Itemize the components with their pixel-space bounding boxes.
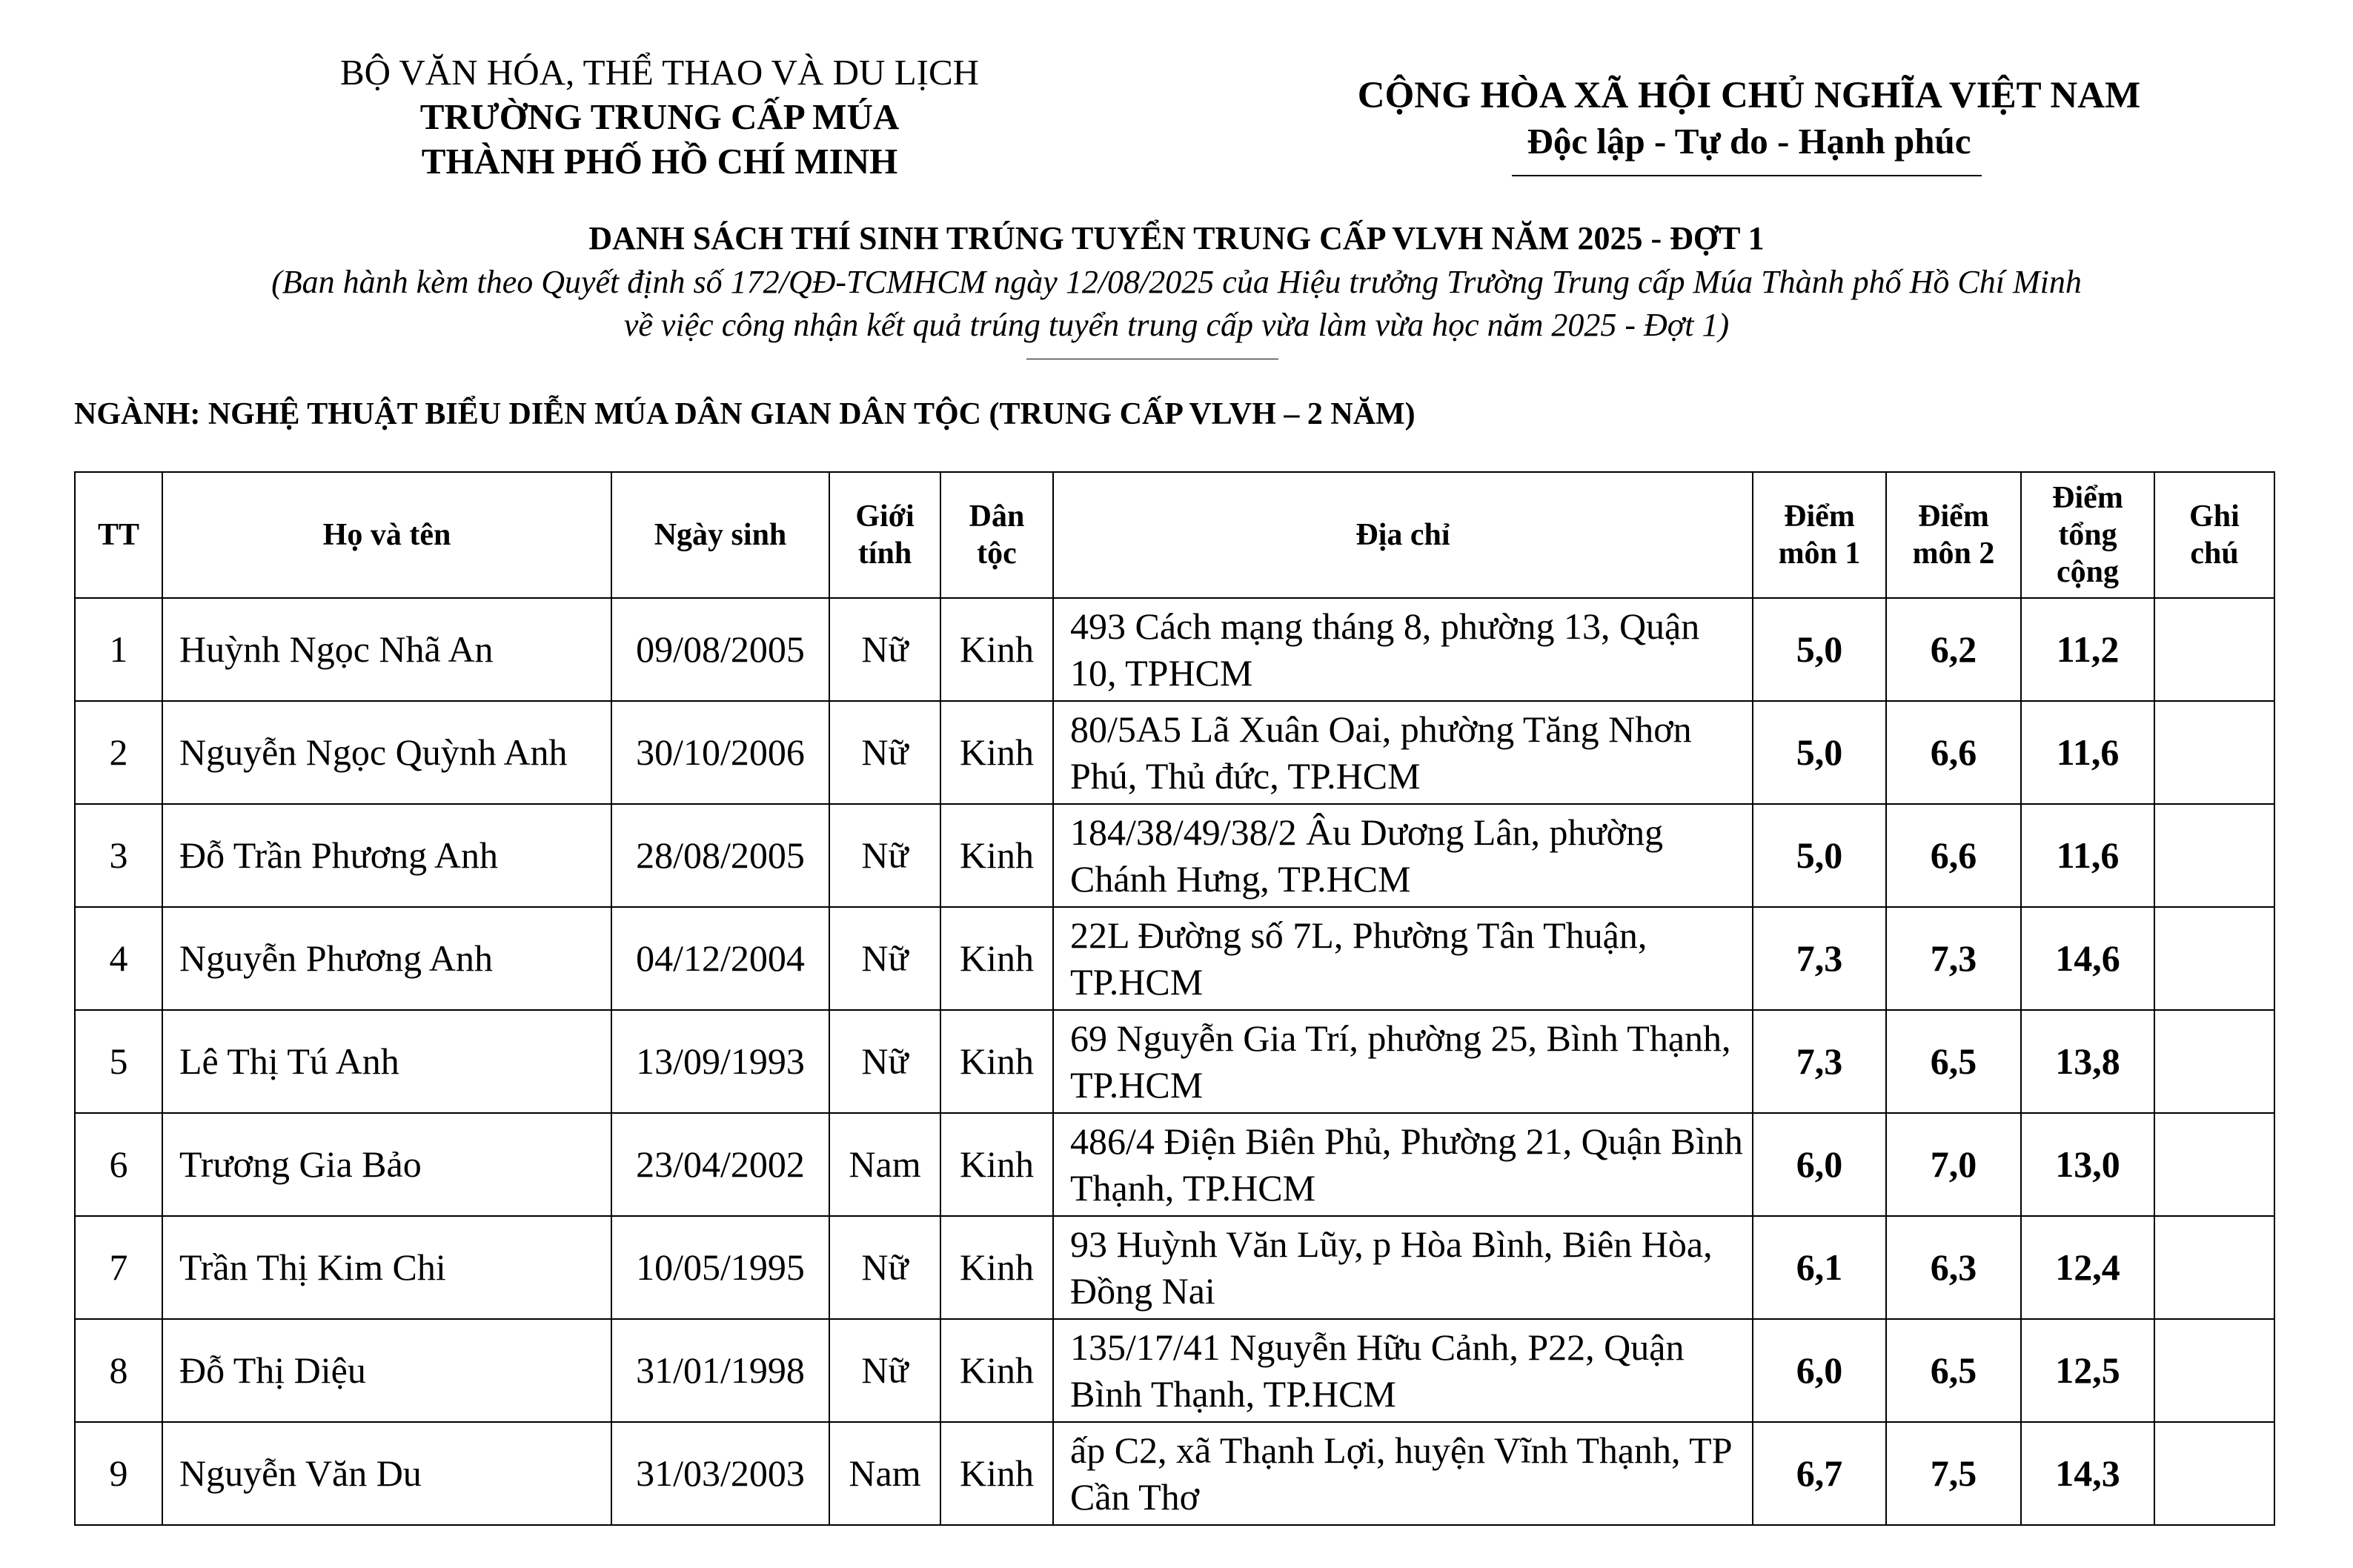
col-header-note xyxy=(2154,472,2274,598)
col-header-note-line: Ghi xyxy=(2189,499,2240,534)
col-header-dob: Ngày sinh xyxy=(611,472,829,598)
cell-score1: 5,0 xyxy=(1753,804,1886,907)
cell-name: Huỳnh Ngọc Nhã An xyxy=(162,598,611,701)
motto-underline xyxy=(1512,175,1982,176)
cell-gender: Nữ xyxy=(829,598,940,701)
cell-score1: 6,1 xyxy=(1753,1216,1886,1319)
cell-dob: 10/05/1995 xyxy=(611,1216,829,1319)
table-row xyxy=(75,1216,2274,1319)
ministry-name: BỘ VĂN HÓA, THỂ THAO VÀ DU LỊCH xyxy=(339,52,980,93)
cell-ethnicity: Kinh xyxy=(940,1010,1053,1113)
cell-total: 14,6 xyxy=(2021,907,2154,1010)
cell-score1: 6,7 xyxy=(1753,1422,1886,1525)
cell-total: 11,6 xyxy=(2021,701,2154,804)
col-header-note-line: chú xyxy=(2190,536,2239,571)
cell-total: 14,3 xyxy=(2021,1422,2154,1525)
col-header-score1-line: môn 1 xyxy=(1778,536,1861,571)
table-row xyxy=(75,1422,2274,1525)
cell-note xyxy=(2154,1113,2274,1216)
cell-score2: 6,6 xyxy=(1886,804,2021,907)
cell-note xyxy=(2154,598,2274,701)
cell-ethnicity: Kinh xyxy=(940,1319,1053,1422)
cell-gender: Nữ xyxy=(829,701,940,804)
cell-dob: 23/04/2002 xyxy=(611,1113,829,1216)
table-row xyxy=(75,804,2274,907)
cell-address: 93 Huỳnh Văn Lũy, p Hòa Bình, Biên Hòa, Đồng Nai xyxy=(1053,1216,1753,1319)
col-header-score2 xyxy=(1886,472,2021,598)
table-row xyxy=(75,598,2274,701)
cell-dob: 31/03/2003 xyxy=(611,1422,829,1525)
cell-gender: Nữ xyxy=(829,1010,940,1113)
cell-ethnicity: Kinh xyxy=(940,598,1053,701)
cell-note xyxy=(2154,1422,2274,1525)
col-header-total xyxy=(2021,472,2154,598)
col-header-gender-line: Giới xyxy=(855,499,915,534)
cell-note xyxy=(2154,701,2274,804)
cell-note xyxy=(2154,907,2274,1010)
cell-score1: 7,3 xyxy=(1753,1010,1886,1113)
cell-gender: Nữ xyxy=(829,804,940,907)
school-name-line2: THÀNH PHỐ HỒ CHÍ MINH xyxy=(421,141,898,182)
cell-dob: 31/01/1998 xyxy=(611,1319,829,1422)
cell-tt: 4 xyxy=(75,907,162,1010)
cell-ethnicity: Kinh xyxy=(940,907,1053,1010)
cell-dob: 04/12/2004 xyxy=(611,907,829,1010)
admission-table xyxy=(74,471,2275,1526)
cell-address: ấp C2, xã Thạnh Lợi, huyện Vĩnh Thạnh, TP Cần Thơ xyxy=(1053,1422,1753,1525)
cell-score2: 6,2 xyxy=(1886,598,2021,701)
cell-gender: Nữ xyxy=(829,1319,940,1422)
cell-address: 80/5A5 Lã Xuân Oai, phường Tăng Nhơn Phú, Thủ đức, TP.HCM xyxy=(1053,701,1753,804)
cell-score2: 7,0 xyxy=(1886,1113,2021,1216)
col-header-score1 xyxy=(1753,472,1886,598)
cell-dob: 09/08/2005 xyxy=(611,598,829,701)
cell-name: Nguyễn Phương Anh xyxy=(162,907,611,1010)
cell-name: Nguyễn Ngọc Quỳnh Anh xyxy=(162,701,611,804)
col-header-score1-line: Điểm xyxy=(1784,499,1855,534)
col-header-address: Địa chỉ xyxy=(1053,472,1753,598)
col-header-ethnicity-line: Dân xyxy=(969,499,1025,534)
table-row xyxy=(75,907,2274,1010)
cell-address: 184/38/49/38/2 Âu Dương Lân, phường Chánh Hưng, TP.HCM xyxy=(1053,804,1753,907)
cell-ethnicity: Kinh xyxy=(940,1216,1053,1319)
cell-score1: 5,0 xyxy=(1753,598,1886,701)
cell-total: 13,8 xyxy=(2021,1010,2154,1113)
cell-tt: 8 xyxy=(75,1319,162,1422)
cell-gender: Nam xyxy=(829,1422,940,1525)
table-row xyxy=(75,701,2274,804)
col-header-tt: TT xyxy=(75,472,162,598)
cell-dob: 13/09/1993 xyxy=(611,1010,829,1113)
col-header-total-line: Điểm xyxy=(2052,481,2123,515)
cell-name: Nguyễn Văn Du xyxy=(162,1422,611,1525)
issuing-agency-block xyxy=(189,50,1130,184)
cell-score2: 6,5 xyxy=(1886,1319,2021,1422)
cell-dob: 28/08/2005 xyxy=(611,804,829,907)
col-header-score2-line: Điểm xyxy=(1918,499,1989,534)
cell-address: 135/17/41 Nguyễn Hữu Cảnh, P22, Quận Bình Thạnh, TP.HCM xyxy=(1053,1319,1753,1422)
cell-name: Trương Gia Bảo xyxy=(162,1113,611,1216)
cell-total: 13,0 xyxy=(2021,1113,2154,1216)
col-header-gender xyxy=(829,472,940,598)
cell-tt: 2 xyxy=(75,701,162,804)
cell-tt: 1 xyxy=(75,598,162,701)
cell-score1: 7,3 xyxy=(1753,907,1886,1010)
cell-ethnicity: Kinh xyxy=(940,804,1053,907)
cell-gender: Nữ xyxy=(829,1216,940,1319)
national-motto: Độc lập - Tự do - Hạnh phúc xyxy=(1527,121,1971,162)
col-header-score2-line: môn 2 xyxy=(1912,536,1995,571)
cell-tt: 5 xyxy=(75,1010,162,1113)
cell-score1: 6,0 xyxy=(1753,1113,1886,1216)
cell-tt: 3 xyxy=(75,804,162,907)
school-name-line1: TRƯỜNG TRUNG CẤP MÚA xyxy=(419,96,900,137)
cell-score1: 5,0 xyxy=(1753,701,1886,804)
table-row xyxy=(75,1319,2274,1422)
table-header-row xyxy=(75,472,2274,598)
cell-tt: 7 xyxy=(75,1216,162,1319)
cell-score2: 7,5 xyxy=(1886,1422,2021,1525)
major-heading: NGÀNH: NGHỆ THUẬT BIỂU DIỄN MÚA DÂN GIAN DÂN TỘC (TRUNG CẤP VLVH – 2 NĂM) xyxy=(74,397,1416,431)
country-name: CỘNG HÒA XÃ HỘI CHỦ NGHĨA VIỆT NAM xyxy=(1357,75,2141,116)
cell-note xyxy=(2154,1010,2274,1113)
table-row xyxy=(75,1113,2274,1216)
document-subtitle xyxy=(0,261,2353,347)
cell-address: 486/4 Điện Biên Phủ, Phường 21, Quận Bình Thạnh, TP.HCM xyxy=(1053,1113,1753,1216)
cell-total: 11,6 xyxy=(2021,804,2154,907)
cell-gender: Nữ xyxy=(829,907,940,1010)
cell-note xyxy=(2154,804,2274,907)
table-row xyxy=(75,1010,2274,1113)
cell-name: Đỗ Trần Phương Anh xyxy=(162,804,611,907)
cell-score2: 6,5 xyxy=(1886,1010,2021,1113)
cell-tt: 6 xyxy=(75,1113,162,1216)
cell-score2: 6,6 xyxy=(1886,701,2021,804)
cell-address: 493 Cách mạng tháng 8, phường 13, Quận 10, TPHCM xyxy=(1053,598,1753,701)
cell-total: 12,4 xyxy=(2021,1216,2154,1319)
cell-tt: 9 xyxy=(75,1422,162,1525)
col-header-ethnicity-line: tộc xyxy=(977,536,1017,571)
cell-score1: 6,0 xyxy=(1753,1319,1886,1422)
cell-note xyxy=(2154,1216,2274,1319)
cell-note xyxy=(2154,1319,2274,1422)
cell-ethnicity: Kinh xyxy=(940,1113,1053,1216)
col-header-ethnicity xyxy=(940,472,1053,598)
cell-dob: 30/10/2006 xyxy=(611,701,829,804)
col-header-gender-line: tính xyxy=(857,536,912,571)
cell-address: 69 Nguyễn Gia Trí, phường 25, Bình Thạnh, TP.HCM xyxy=(1053,1010,1753,1113)
cell-ethnicity: Kinh xyxy=(940,701,1053,804)
cell-total: 12,5 xyxy=(2021,1319,2154,1422)
subtitle-line-1: (Ban hành kèm theo Quyết định số 172/QĐ-TCMHCM ngày 12/08/2025 của Hiệu trưởng Trường Trung cấp Múa Thành phố Hồ Chí Minh xyxy=(271,264,2082,300)
cell-name: Trần Thị Kim Chi xyxy=(162,1216,611,1319)
cell-score2: 6,3 xyxy=(1886,1216,2021,1319)
cell-gender: Nam xyxy=(829,1113,940,1216)
cell-name: Đỗ Thị Diệu xyxy=(162,1319,611,1422)
national-header-block xyxy=(1293,73,2205,165)
col-header-total-line: tổng xyxy=(2058,518,2117,552)
subtitle-line-2: về việc công nhận kết quả trúng tuyển trung cấp vừa làm vừa học năm 2025 - Đợt 1) xyxy=(623,307,1730,343)
col-header-total-line: cộng xyxy=(2057,555,2119,589)
cell-total: 11,2 xyxy=(2021,598,2154,701)
cell-address: 22L Đường số 7L, Phường Tân Thuận, TP.HCM xyxy=(1053,907,1753,1010)
cell-name: Lê Thị Tú Anh xyxy=(162,1010,611,1113)
col-header-name: Họ và tên xyxy=(162,472,611,598)
document-title: DANH SÁCH THÍ SINH TRÚNG TUYỂN TRUNG CẤP VLVH NĂM 2025 - ĐỢT 1 xyxy=(588,220,1765,256)
cell-ethnicity: Kinh xyxy=(940,1422,1053,1525)
cell-score2: 7,3 xyxy=(1886,907,2021,1010)
